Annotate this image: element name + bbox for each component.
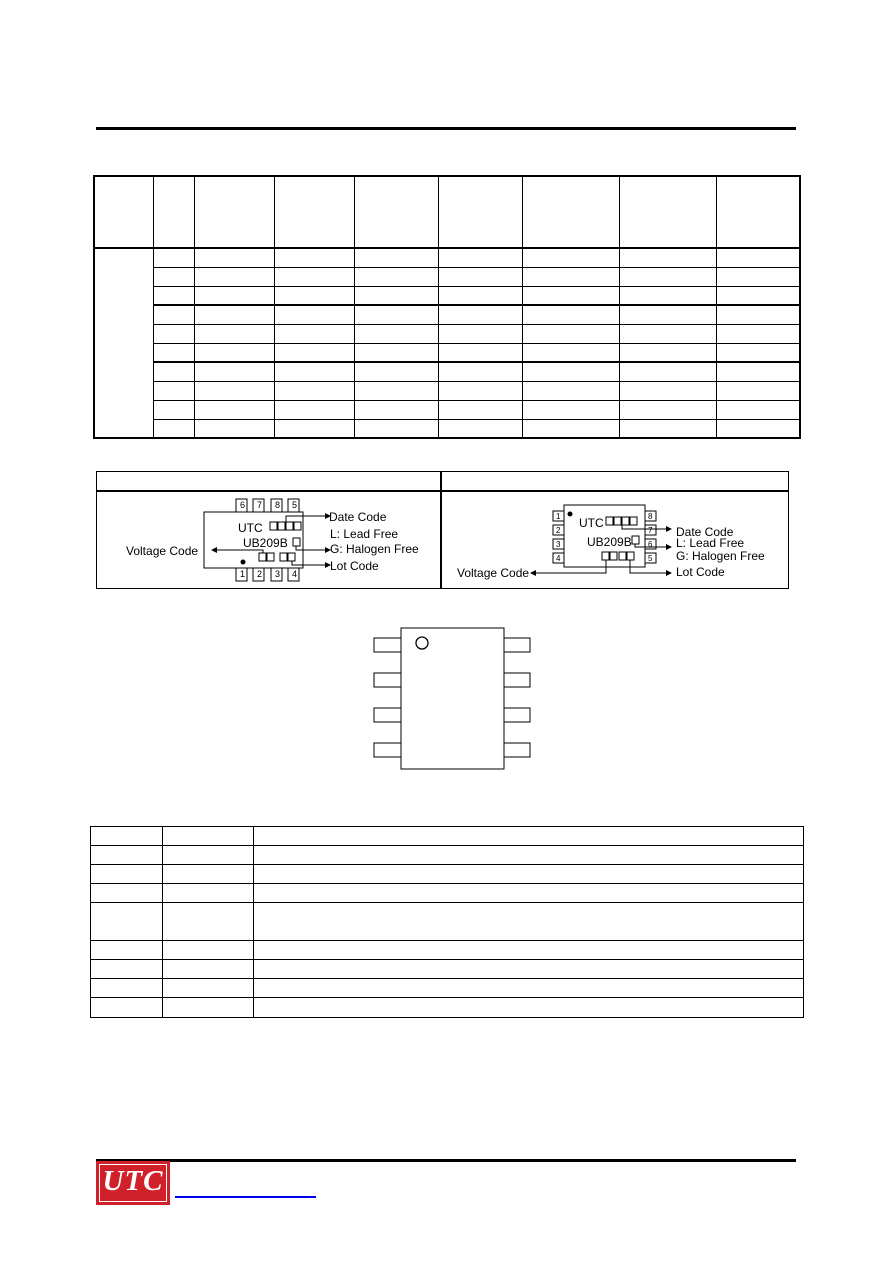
lot-code-label: Lot Code [330,559,379,573]
voltage-code-label: Voltage Code [126,544,199,558]
top-pin-label-5: 5 [292,500,298,510]
table-row [94,286,800,305]
table-row [94,343,800,362]
bottom-pin-label-4: 4 [292,569,298,579]
date-code-label-right: Date Code [676,525,734,539]
utc-logo [96,1161,170,1205]
table-row [91,865,804,884]
bottom-pin-label-2: 2 [257,569,263,579]
utc-logo-text: UTC [102,1165,164,1197]
lot-code-label-right: Lot Code [676,565,725,579]
pin-configuration-diagram [372,626,532,772]
top-pin-label-8: 8 [275,500,281,510]
table-row [94,400,800,419]
bottom-pin-label-3: 3 [275,569,281,579]
table-row [91,960,804,979]
top-pin-label-6: 6 [240,500,246,510]
left-pin-label-2: 2 [556,526,561,535]
marking-box [96,471,789,589]
footer-rule [96,1159,796,1162]
table-row [94,305,800,324]
right-pin-label-6: 6 [648,540,653,549]
lead-free-label-right: L: Lead Free [676,536,745,550]
marking-line-part-right: UB209B [587,535,632,549]
lead-free-label: L: Lead Free [330,527,399,541]
date-code-label: Date Code [329,510,387,524]
table-row [91,998,804,1018]
left-pin-label-3: 3 [556,540,561,549]
table-row [91,846,804,865]
top-pin-label-7: 7 [257,500,263,510]
halogen-free-label: G: Halogen Free [330,542,419,556]
right-pin-label-8: 8 [648,512,653,521]
right-pin-label-5: 5 [648,554,653,563]
marking-line-utc: UTC [238,521,263,535]
marking-line-utc-right: UTC [579,516,604,530]
table-row [94,324,800,343]
table-header-row [94,176,800,248]
table-row [91,903,804,941]
left-pin-label-4: 4 [556,554,561,563]
bottom-pin-label-1: 1 [240,569,246,579]
table-row [91,941,804,960]
table-row [94,267,800,286]
package-cell [94,248,153,438]
halogen-free-label-right: G: Halogen Free [676,549,765,563]
table-header-row [91,827,804,846]
marking-line-part: UB209B [243,536,288,550]
right-pin-label-7: 7 [648,526,653,535]
table-row [94,381,800,400]
left-pin-label-1: 1 [556,512,561,521]
table-row [91,884,804,903]
footer-website-link[interactable] [175,1196,316,1198]
table-row [94,362,800,381]
ordering-info-table [93,175,801,439]
table-row [94,419,800,438]
pin-description-table [90,826,804,1018]
table-row [94,248,800,267]
voltage-code-label-right: Voltage Code [457,566,530,580]
table-row [91,979,804,998]
header-rule [96,127,796,130]
